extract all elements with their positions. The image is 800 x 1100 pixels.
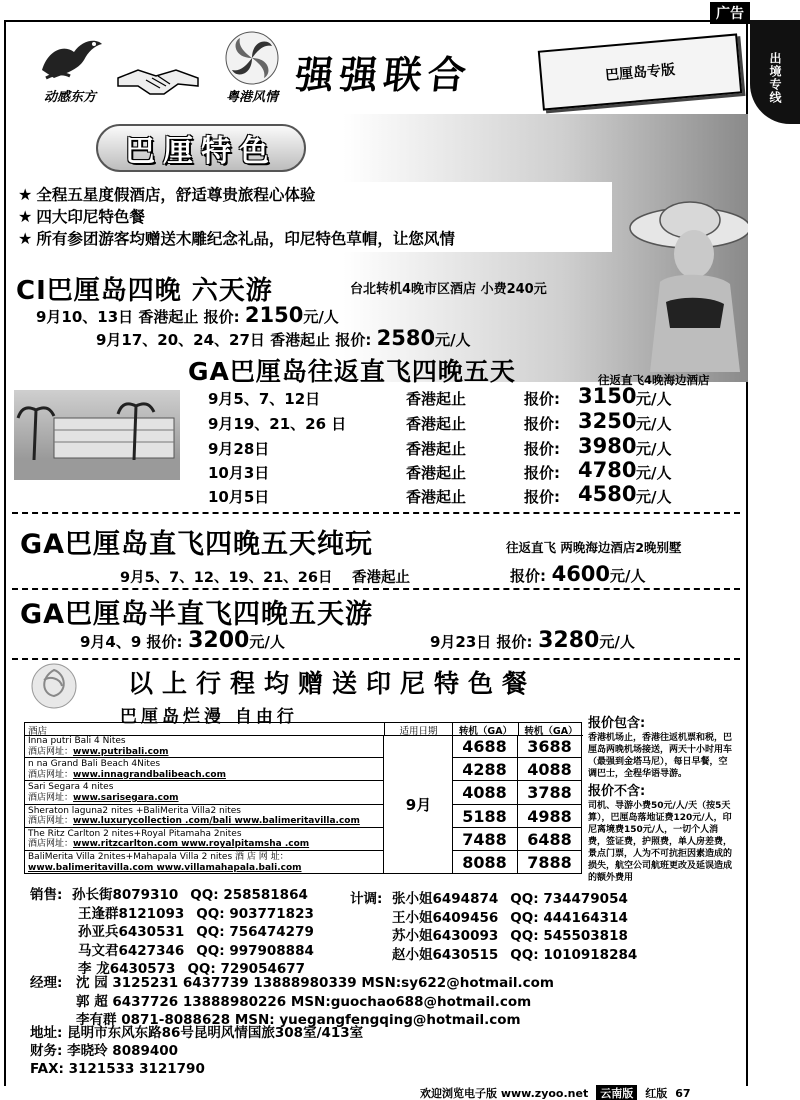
- planner-label: 计调:: [350, 891, 383, 907]
- contact-line: 郭 超 6437726 13888980226 MSN:guochao688@hotmail.com: [76, 993, 532, 1010]
- hotel-name: n na Grand Bali Beach 4Nites: [28, 759, 161, 770]
- transfer-col-header: 转机（GA）: [519, 723, 583, 736]
- tour-ga1-note: 往返直飞4晚海边酒店: [598, 373, 710, 387]
- feature-item: ★ 全程五星度假酒店，舒适尊贵旅程心体验: [18, 185, 316, 204]
- hotel-col-header: 酒店: [25, 723, 385, 736]
- hotel-site-label: 酒店网址：: [28, 769, 74, 780]
- hotel-site: [28, 747, 380, 758]
- star-icon: ★: [18, 207, 33, 226]
- hotel-price: 7888: [518, 851, 582, 874]
- hotel-site: [28, 863, 380, 874]
- tour-ci-row: 9月17、20、24、27日 香港起止 报价: 2580元/人: [96, 326, 471, 350]
- address: 地址: 昆明市东风东路86号昆明风情国旅308室/413室: [30, 1025, 364, 1041]
- hotel-name: The Ritz Carlton 2 nites+Royal Pitamaha 2nites: [28, 828, 242, 839]
- hotel-name: Inna putri Bali 4 Nites: [28, 736, 126, 746]
- star-icon: ★: [18, 185, 33, 204]
- logo-left: [30, 30, 110, 105]
- logo-right-text: 粤港风情: [225, 90, 278, 105]
- hotel-section-title: 巴厘岛烂漫 自由行: [120, 707, 298, 727]
- contact-qq: QQ: 545503818: [510, 928, 628, 944]
- side-tab: 出境专线: [750, 20, 800, 124]
- fax: FAX: 3121533 3121790: [30, 1061, 205, 1077]
- contact-qq: QQ: 258581864: [190, 887, 308, 903]
- hotel-site-link[interactable]: www.ritzcarlton.com www.royalpitamsha .com: [73, 839, 310, 850]
- contact-line: [392, 909, 628, 928]
- hotel-price: 4688: [452, 735, 518, 758]
- hero-banner: 巴厘特色: [96, 124, 306, 172]
- contact-line: 李有群 0871-8088628 MSN: yuegangfengqing@hotmail.com: [76, 1012, 521, 1028]
- contact-line: [78, 923, 314, 942]
- contact-qq: QQ: 444164314: [510, 909, 628, 926]
- tour-ci-row: 9月10、13日 香港起止 报价: 2150元/人: [36, 303, 339, 327]
- hotel-price: 4288: [452, 758, 518, 781]
- hotel-name: BaliMerita Villa 2nites+Mahapala Villa 2 nites 酒 店 网 址：: [28, 852, 289, 862]
- pinwheel-icon: [224, 30, 280, 86]
- tour-ga3-right: 9月23日 报价: 3280元/人: [430, 628, 635, 653]
- tour-ci-title: CI巴厘岛四晚 六天游: [16, 276, 273, 306]
- hotel-site-label: 酒店网址：: [28, 839, 74, 850]
- edition-badge-text: 巴厘岛专版: [604, 61, 676, 85]
- hotel-site-link[interactable]: www.balimeritavilla.com www.villamahapala.bali.com: [28, 862, 302, 873]
- logo-left-text: 动感东方: [43, 90, 96, 105]
- tour-ga2-row: 9月5、7、12、19、21、26日: [120, 570, 333, 586]
- tour-ga3-left: 9月4、9 报价: 3200元/人: [80, 628, 285, 653]
- brand-title: 强强联合: [293, 52, 475, 97]
- footer-region: 云南版: [596, 1085, 637, 1100]
- tour-ga1-title: GA巴厘岛往返直飞四晚五天: [188, 357, 516, 386]
- contact-name: 张小姐6494874: [392, 891, 499, 907]
- sales-label: 销售:: [30, 887, 63, 903]
- contact-line: [76, 974, 554, 993]
- hotel-site-link[interactable]: www.innagrandbalibeach.com: [73, 769, 226, 780]
- footer-welcome[interactable]: 欢迎浏览电子版 www.zyoo.net: [420, 1087, 589, 1100]
- excludes-text: 司机、导游小费50元/人/天（按5天算），巴厘岛落地证费120元/人，印尼离境费150元/人，一切个人消费，签证费，护照费，单人房差费，景点门票，人为不可抗拒因素造成的损失，航空公司航班更改及延误造成的额外费用: [588, 801, 733, 883]
- feature-item: ★ 所有参团游客均赠送木雕纪念礼品，印尼特色草帽，让您风情: [18, 229, 455, 248]
- tour-ga2-price: 报价: 4600元/人: [510, 562, 646, 586]
- contact-qq: QQ: 903771823: [196, 905, 314, 922]
- hotel-site-link[interactable]: www.luxurycollection .com/bali www.balimeritavilla.com: [73, 816, 360, 827]
- hotel-site-label: 酒店网址：: [28, 816, 74, 827]
- footer-page: 67: [675, 1086, 691, 1100]
- finance: 财务: 李晓玲 8089400: [30, 1043, 179, 1059]
- hotel-price: 7488: [452, 828, 518, 851]
- hotel-site: [28, 816, 380, 827]
- contact-name: 孙长街8079310: [72, 887, 179, 903]
- rose-icon: [14, 656, 104, 716]
- hotel-site: [28, 770, 380, 781]
- hotel-price: 5188: [452, 805, 518, 828]
- divider: [12, 512, 740, 514]
- includes-box: [588, 718, 734, 886]
- features-list: [14, 182, 612, 252]
- manager-label: 经理:: [30, 975, 63, 991]
- dates-col-header: 适用日期: [385, 723, 453, 736]
- hotel-site: [28, 793, 380, 804]
- hotel-price: 8088: [452, 851, 518, 874]
- contact-name: 王逢群8121093: [78, 905, 185, 922]
- hotel-site-label: 酒店网址：: [28, 792, 74, 803]
- hotel-name: Sari Segara 4 nites: [28, 782, 114, 793]
- contact-line: 沈 园 3125231 6437739 13888980339 MSN:sy622@hotmail.com: [76, 975, 554, 991]
- contact-name: 孙亚兵6430531: [78, 924, 185, 940]
- hotel-name: Sheraton laguna2 nites +BaliMerita Villa2 nites: [28, 805, 241, 816]
- month-cell: 9月: [385, 736, 453, 874]
- contact-line: [78, 905, 314, 924]
- hotel-site-link[interactable]: www.sarisegara.com: [73, 792, 179, 803]
- includes-text: 香港机场止，香港往返机票和税，巴厘岛两晚机场接送，两天十小时用车（最强到金塔马尼），每日早餐，空调巴士，全程华语导游。: [588, 733, 733, 779]
- hotel-row-info: [24, 735, 384, 758]
- hotel-row-info: [24, 758, 384, 781]
- contact-line: [72, 886, 308, 905]
- tour-ga1-table: 9月5、7、12日 香港起止 报价: 3150 元/人 9月19、21、26 日 香港起止 报价: 3250 元/人 9月28日 香港起止 报价: 3980 元/人 10月3日 香港起止 报价: 4780 元/人 10月5日 香港起止 报价: 4580 元/人: [208, 384, 672, 506]
- contact-line: [392, 927, 628, 946]
- contact-line: [392, 890, 628, 909]
- tour-ga3-title: GA巴厘岛半直飞四晚五天游: [20, 599, 374, 630]
- contact-qq: QQ: 729054677: [187, 961, 306, 977]
- hotel-row-info: [24, 781, 384, 804]
- hotel-price: 4088: [518, 758, 582, 781]
- excludes-title: 报价不含:: [588, 784, 646, 799]
- hotel-price: 3688: [518, 735, 582, 758]
- tour-ga2-note: 往返直飞 两晚海边酒店2晚别墅: [506, 540, 682, 555]
- contact-qq: QQ: 997908884: [196, 942, 314, 959]
- contact-line: [392, 946, 637, 965]
- dragon-icon: [34, 30, 106, 86]
- hotel-photo: [14, 390, 180, 480]
- contact-name: 苏小姐6430093: [392, 928, 499, 944]
- contact-name: 李 龙6430573: [78, 961, 176, 977]
- footer: [420, 1086, 750, 1100]
- divider: [12, 658, 740, 660]
- beach-woman-illustration: [620, 192, 748, 372]
- hotel-site-link[interactable]: www.putribali.com: [73, 746, 169, 757]
- tour-ga2-from: 香港起止: [352, 570, 410, 586]
- contact-line: [78, 942, 314, 961]
- hotel-row-info: [24, 828, 384, 851]
- handshake-icon: [116, 60, 200, 104]
- includes-title: 报价包含:: [588, 716, 646, 731]
- tour-ci-note: 台北转机4晚市区酒店 小费240元: [350, 282, 547, 297]
- hotel-row-info: [24, 805, 384, 828]
- hotel-price: 4088: [452, 781, 518, 804]
- feature-item: ★ 四大印尼特色餐: [18, 207, 145, 226]
- contact-name: 王小姐6409456: [392, 909, 499, 926]
- logo-right: [204, 30, 300, 105]
- hotel-site-label: 酒店网址：: [28, 746, 74, 757]
- tour-ga2-title: GA巴厘岛直飞四晚五天纯玩: [20, 529, 374, 560]
- contact-name: 马文君6427346: [78, 942, 185, 959]
- hotel-row-info: [24, 851, 384, 874]
- hotel-price: 4988: [518, 805, 582, 828]
- contact-qq: QQ: 756474279: [196, 924, 314, 940]
- contact-qq: QQ: 734479054: [510, 891, 628, 907]
- hotel-site: [28, 839, 380, 850]
- transfer-col-header: 转机（GA）: [453, 723, 519, 736]
- hotel-rows: [24, 735, 582, 874]
- contact-line: [76, 993, 531, 1012]
- contact-qq: QQ: 1010918284: [510, 946, 638, 963]
- gift-banner: 以上行程均赠送印尼特色餐: [128, 669, 537, 698]
- hotel-price: 6488: [518, 828, 582, 851]
- ad-label: 广告: [710, 2, 750, 24]
- star-icon: ★: [18, 229, 33, 248]
- footer-edition: 红版: [645, 1087, 668, 1100]
- contact-name: 赵小姐6430515: [392, 946, 499, 963]
- divider: [12, 588, 740, 590]
- hotel-price: 3788: [518, 781, 582, 804]
